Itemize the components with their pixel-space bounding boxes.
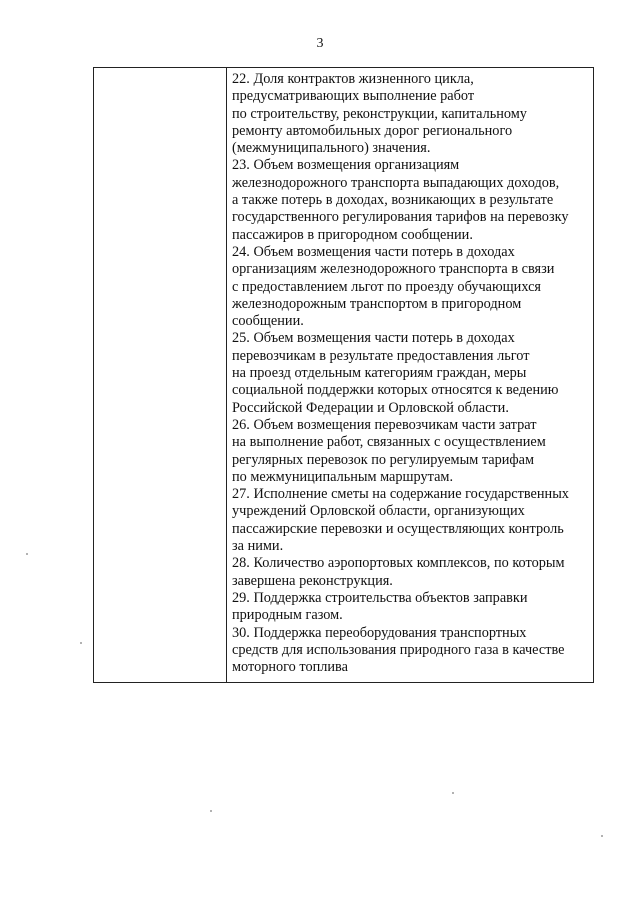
text-line: железнодорожным транспортом в пригородном <box>232 295 522 312</box>
scan-speck <box>26 553 28 555</box>
text-line: предусматривающих выполнение работ <box>232 88 475 105</box>
text-line: 24. Объем возмещения части потерь в доходах <box>232 243 515 260</box>
text-line: на проезд отдельным категориям граждан, меры <box>232 365 527 382</box>
text-line: средств для использования природного газа в качестве <box>232 641 565 658</box>
text-line: 23. Объем возмещения организациям <box>232 157 460 174</box>
text-line: моторного топлива <box>232 659 348 676</box>
text-line: по межмуниципальным маршрутам. <box>232 468 454 485</box>
text-line: государственного регулирования тарифов на перевозку <box>232 209 569 226</box>
text-line: с предоставлением льгот по проезду обучающихся <box>232 278 541 295</box>
text-line: по строительству, реконструкции, капитальному <box>232 105 527 122</box>
text-line: 28. Количество аэропортовых комплексов, по которым <box>232 555 565 572</box>
page-number: 3 <box>316 36 324 51</box>
text-line: а также потерь в доходах, возникающих в результате <box>232 192 554 209</box>
indicators-table <box>93 67 594 683</box>
text-line: пассажирские перевозки и осуществляющих контроль <box>232 520 564 537</box>
text-line: социальной поддержки которых относятся к ведению <box>232 382 559 399</box>
text-line: 29. Поддержка строительства объектов заправки <box>232 589 528 606</box>
text-line: на выполнение работ, связанных с осуществлением <box>232 434 546 451</box>
text-line: 27. Исполнение сметы на содержание государственных <box>232 486 569 503</box>
text-line: перевозчикам в результате предоставления льгот <box>232 347 530 364</box>
scan-speck <box>601 835 603 837</box>
text-line: за ними. <box>232 538 284 555</box>
scan-speck <box>452 792 454 794</box>
text-line: организациям железнодорожного транспорта в связи <box>232 261 555 278</box>
text-line: железнодорожного транспорта выпадающих доходов, <box>232 174 560 191</box>
text-line: завершена реконструкция. <box>232 572 393 589</box>
text-line: 22. Доля контрактов жизненного цикла, <box>232 71 474 87</box>
text-line: ремонту автомобильных дорог регионального <box>232 122 513 139</box>
scan-speck <box>210 810 212 812</box>
text-line: регулярных перевозок по регулируемым тарифам <box>232 451 535 468</box>
text-line: учреждений Орловской области, организующих <box>232 503 525 520</box>
text-line: сообщении. <box>232 313 304 330</box>
text-line: Российской Федерации и Орловской области. <box>232 399 509 416</box>
text-line: 26. Объем возмещения перевозчикам части затрат <box>232 416 537 433</box>
scan-speck <box>80 642 82 644</box>
table-right-cell <box>227 68 593 682</box>
table-left-cell <box>94 68 227 682</box>
text-line: 25. Объем возмещения части потерь в доходах <box>232 330 515 347</box>
text-line: природным газом. <box>232 607 343 624</box>
text-line: (межмуниципального) значения. <box>232 140 431 157</box>
text-line: пассажиров в пригородном сообщении. <box>232 226 473 243</box>
text-line: 30. Поддержка переоборудования транспортных <box>232 624 527 641</box>
